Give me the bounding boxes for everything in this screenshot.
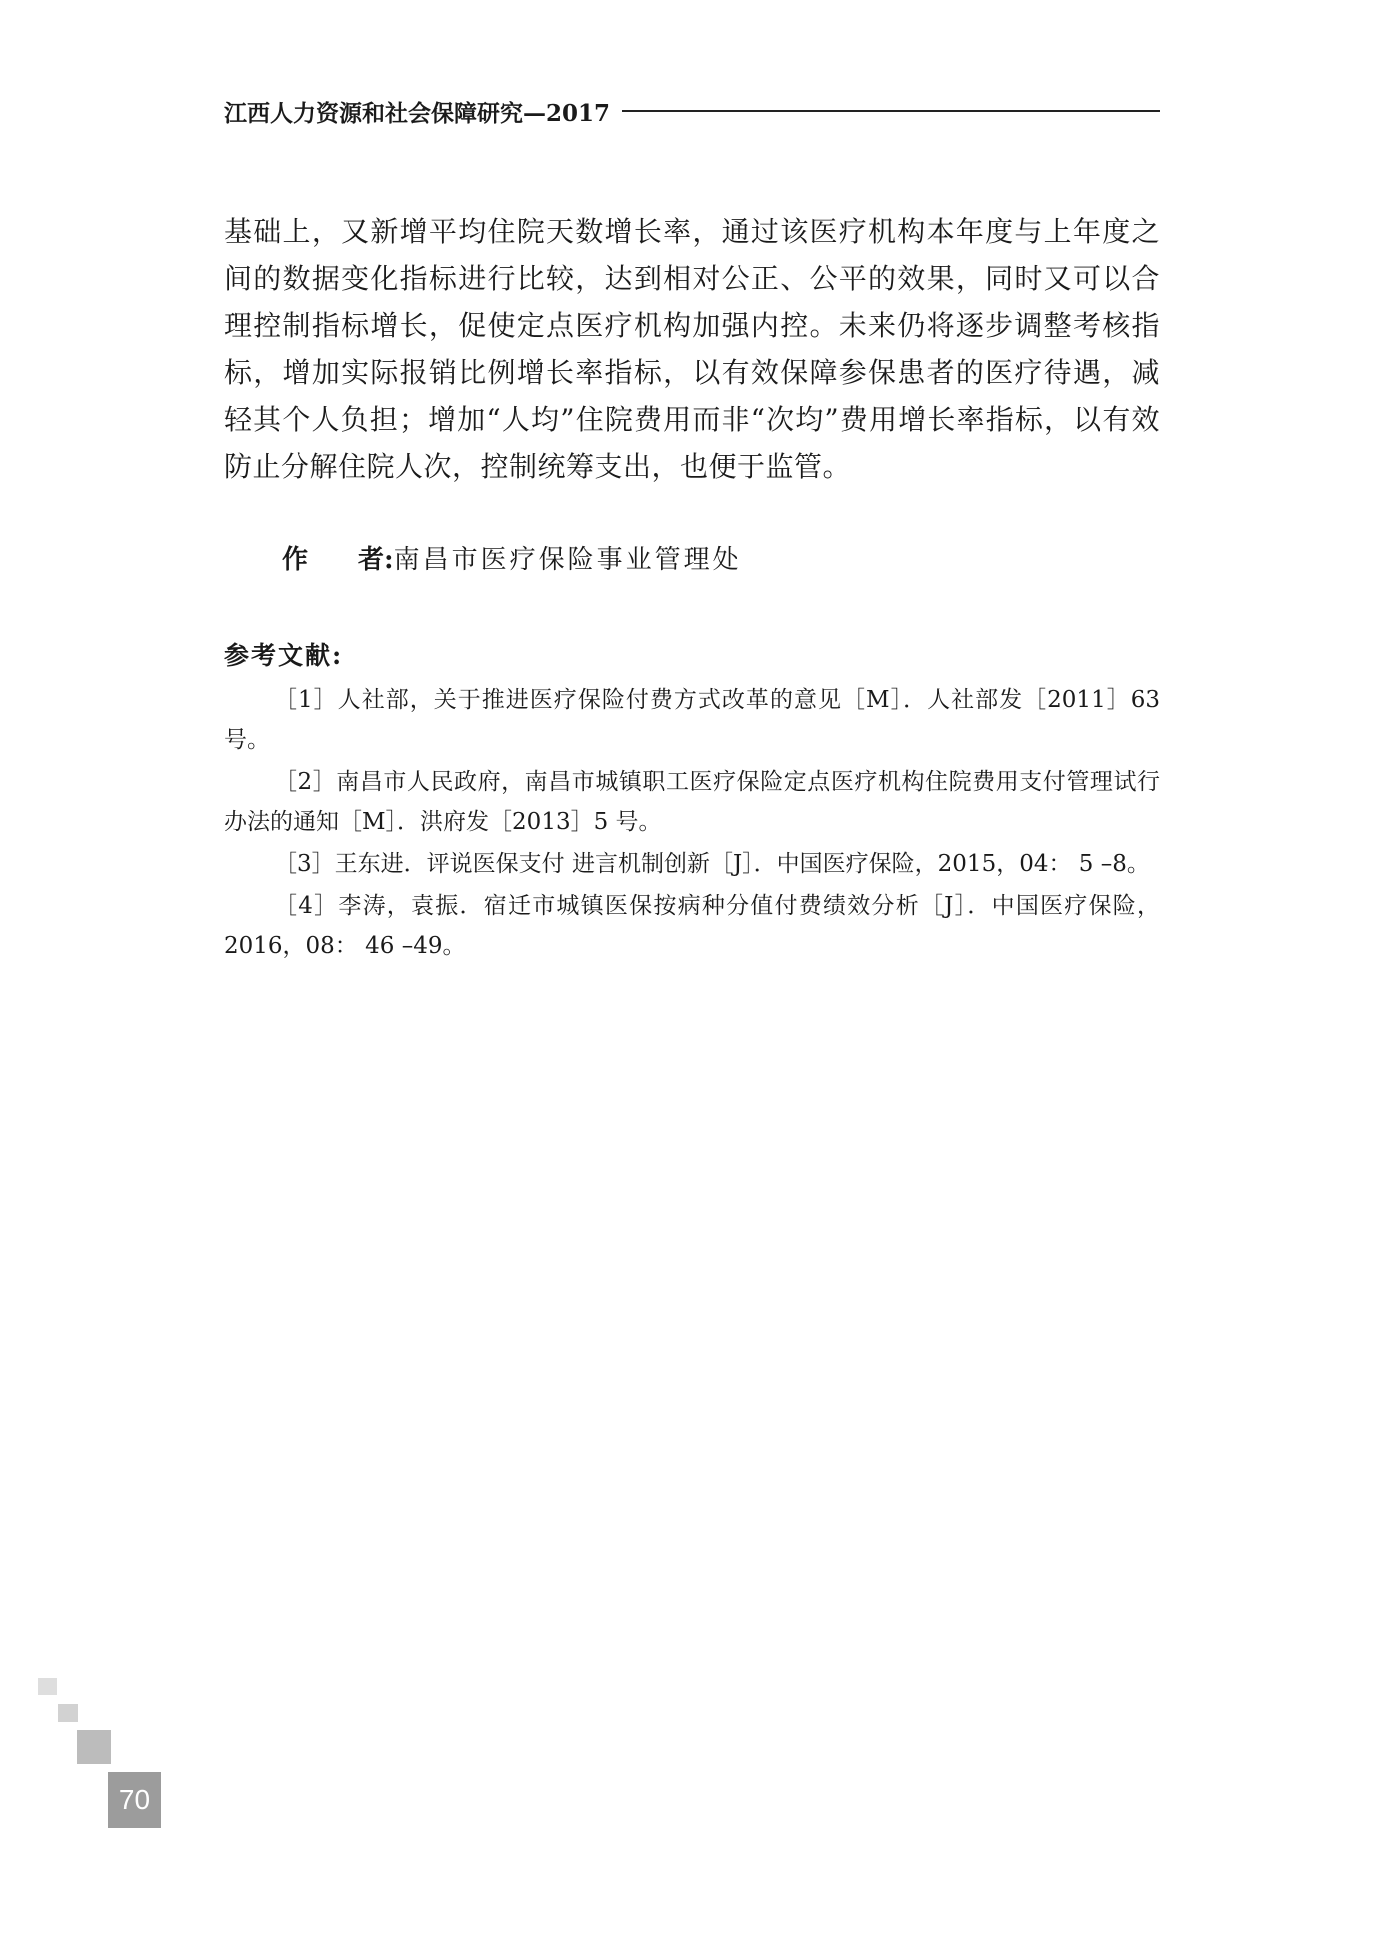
- decorative-square-3: [77, 1730, 111, 1764]
- page-number-box: [108, 1772, 161, 1828]
- author-affiliation: 南昌市医疗保险事业管理处: [393, 545, 742, 575]
- decorative-square-2: [58, 1704, 78, 1722]
- references-list: [224, 680, 1160, 968]
- author-label-part-1: 作: [282, 545, 309, 575]
- running-header: [224, 96, 1160, 126]
- references-heading: 参考文献:: [224, 641, 344, 670]
- reference-item-3: ［3］王东进．评说医保支付 进言机制创新［J］．中国医疗保险，2015，04： 5 –8。: [274, 851, 1150, 877]
- reference-item-1: ［1］人社部，关于推进医疗保险付费方式改革的意见［M］．人社部发［2011］63 号。: [224, 687, 1160, 753]
- author-label-part-2: 者:: [358, 545, 394, 575]
- journal-title: 江西人力资源和社会保障研究—2017: [224, 99, 611, 127]
- reference-item-2: ［2］南昌市人民政府，南昌市城镇职工医疗保险定点医疗机构住院费用支付管理试行办法的通知［M］．洪府发［2013］5 号。: [224, 769, 1160, 835]
- decorative-square-1: [38, 1678, 57, 1695]
- page-number: 70: [118, 1784, 151, 1815]
- author-line: [282, 540, 742, 580]
- body-paragraph: 基础上，又新增平均住院天数增长率，通过该医疗机构本年度与上年度之间的数据变化指标进行比较，达到相对公正、公平的效果，同时又可以合理控制指标增长，促使定点医疗机构加强内控。未来仍将逐步调整考核指标，增加实际报销比例增长率指标，以有效保障参保患者的医疗待遇，减轻其个人负担；增加“人均”住院费用而非“次均”费用增长率指标，以有效防止分解住院人次，控制统筹支出，也便于监管。: [224, 215, 1160, 483]
- header-rule: [622, 110, 1160, 112]
- reference-item-4: ［4］李涛，袁振．宿迁市城镇医保按病种分值付费绩效分析［J］．中国医疗保险，2016，08： 46 –49。: [224, 893, 1160, 959]
